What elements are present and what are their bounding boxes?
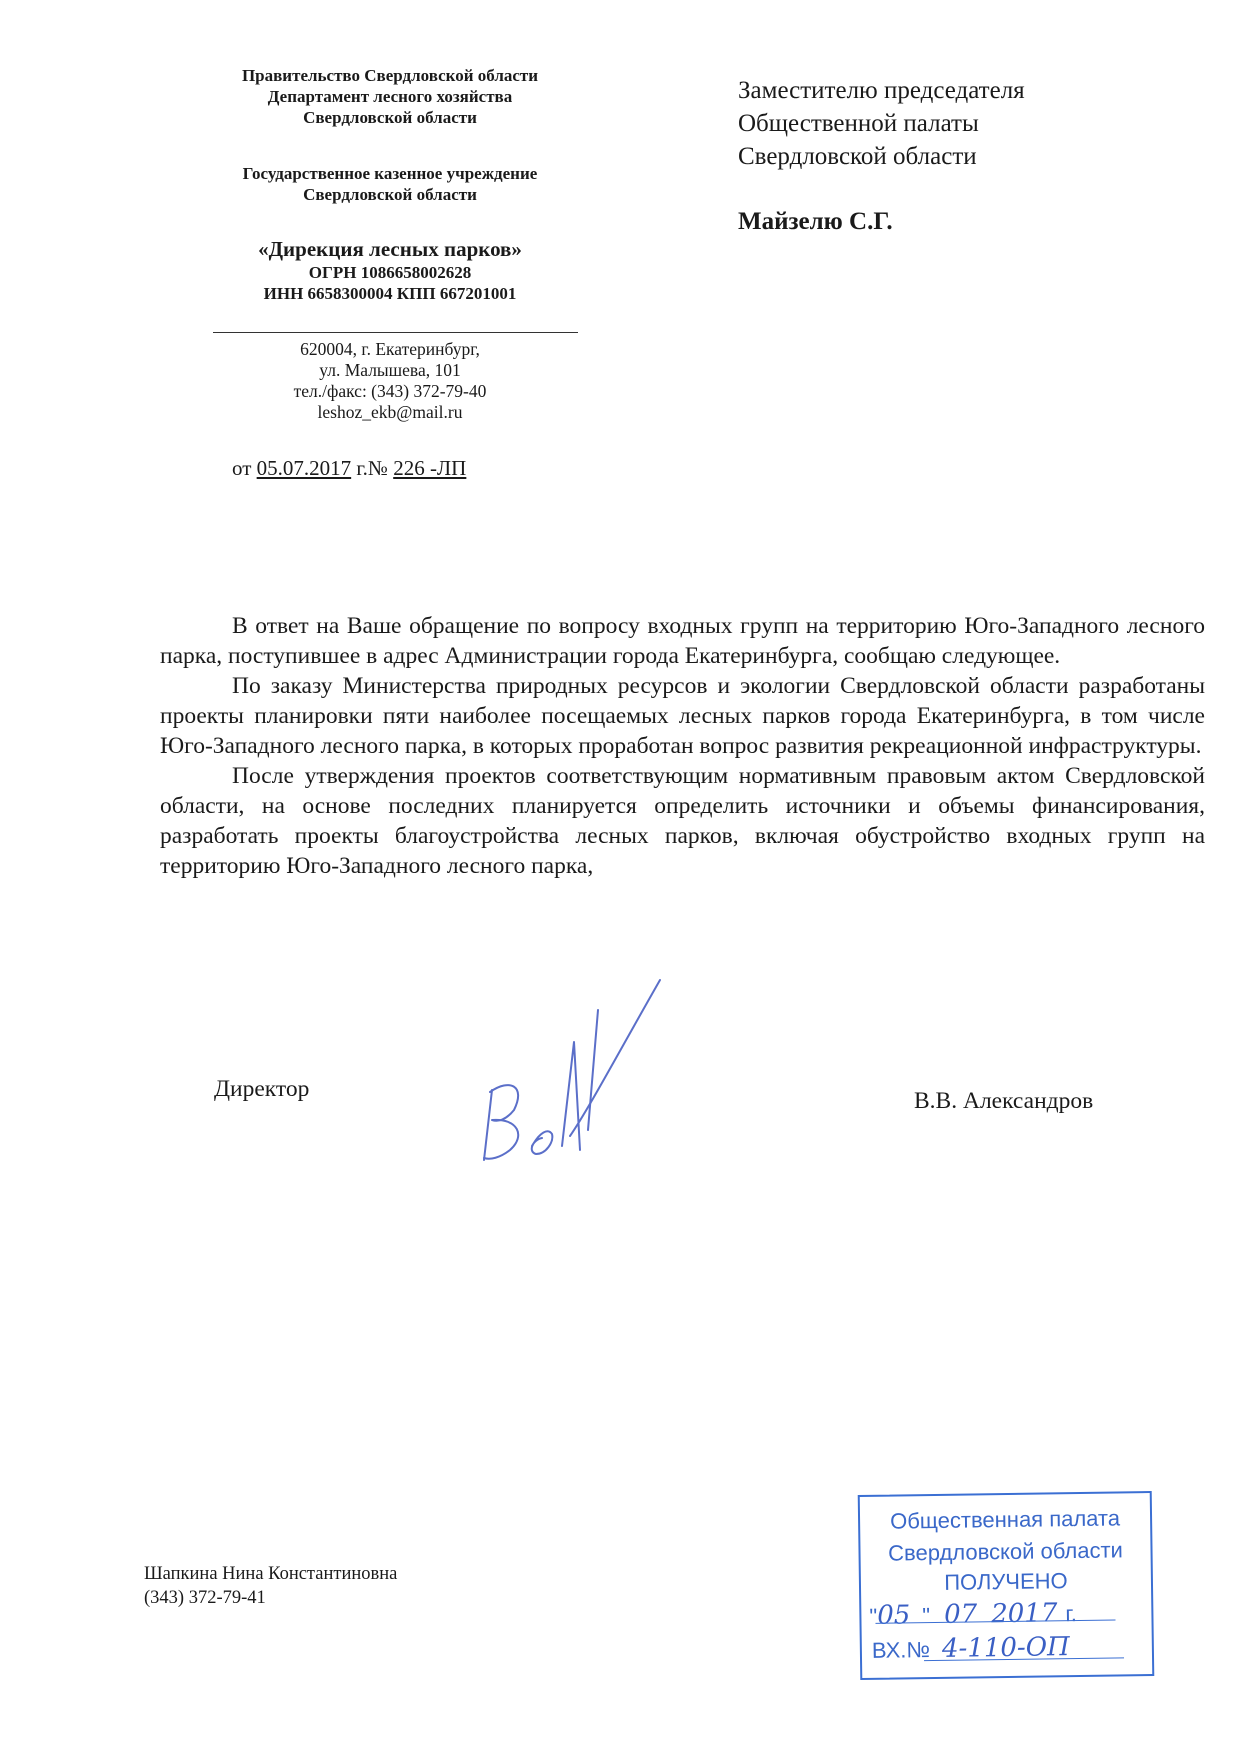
stamp-month: 07 [943,1599,978,1630]
executor [144,1562,397,1610]
sender-government: Правительство Свердловской области [241,66,539,85]
address-email: leshoz_ekb@mail.ru [317,402,463,422]
recipient [738,74,1025,173]
stamp-in-number: 4-110-ОП [941,1632,1070,1664]
recipient-chamber: Общественной палаты [738,110,979,137]
registration-line [232,456,466,481]
sender-department: Департамент лесного хозяйства [267,87,513,106]
stamp-line-received: ПОЛУЧЕНО [944,1568,1068,1595]
registration-date: 05.07.2017 [256,456,352,480]
stamp-line-chamber: Общественная палата [889,1505,1121,1534]
sender-header [190,65,590,128]
header-divider [213,332,578,333]
sender-inn-kpp: ИНН 6658300004 КПП 667201001 [263,284,517,303]
executor-name: Шапкина Нина Константиновна [144,1564,398,1584]
stamp-line-region: Свердловской области [888,1537,1124,1566]
sender-org [190,236,590,304]
stamp-year: 2017 [991,1598,1058,1630]
signature-title: Директор [214,1076,310,1102]
letter-body [160,611,1205,881]
sender-institution [190,163,590,205]
registration-prefix: от [232,456,257,480]
address-city: 620004, г. Екатеринбург, [300,339,480,359]
sender-institution-region: Свердловской области [303,185,477,204]
registration-mid: г.№ [351,456,394,480]
received-stamp [858,1491,1155,1680]
registration-number: 226 -ЛП [393,456,467,480]
body-paragraph-1: В ответ на Ваше обращение по вопросу входных групп на территорию Юго-Западного лесного парка, поступившее в адрес Администрации города Екатеринбурга, сообщаю следующее. [160,613,1205,669]
address-phone: тел./факс: (343) 372-79-40 [293,381,487,401]
stamp-day: 05 [877,1600,911,1631]
recipient-name: Майзелю С.Г. [738,208,893,235]
sender-ogrn: ОГРН 1086658002628 [308,263,472,282]
body-paragraph-3: После утверждения проектов соответствующим нормативным правовым актом Свердловской области, на основе последних планируется определить источники и объемы финансирования, разработать проекты благоустройства лесных парков, включая обустройство входных групп на территорию Юго-Западного лесного парка, [160,763,1205,879]
stamp-in-prefix: ВХ.№ [871,1637,931,1663]
recipient-position: Заместителю председателя [738,77,1025,104]
stamp-date-row: "05 " 07 2017 г. [869,1598,1078,1631]
sender-address [190,339,590,423]
sender-org-name: «Дирекция лесных парков» [258,237,522,261]
sender-institution-type: Государственное казенное учреждение [242,164,538,183]
signature-name: В.В. Александров [914,1088,1094,1114]
body-paragraph-2: По заказу Министерства природных ресурсов и экологии Свердловской области разработаны проекты планировки пяти наиболее посещаемых лесных парков города Екатеринбурга, в том числе Юго-Западного лесного парка, в которых проработан вопрос развития рекреационной инфраструктуры. [160,673,1205,759]
address-street: ул. Малышева, 101 [319,360,461,380]
stamp-year-suffix: г. [1065,1601,1078,1627]
executor-phone: (343) 372-79-41 [144,1588,266,1608]
recipient-region: Свердловской области [738,143,977,170]
handwritten-signature [470,960,710,1190]
sender-department-region: Свердловской области [303,108,477,127]
